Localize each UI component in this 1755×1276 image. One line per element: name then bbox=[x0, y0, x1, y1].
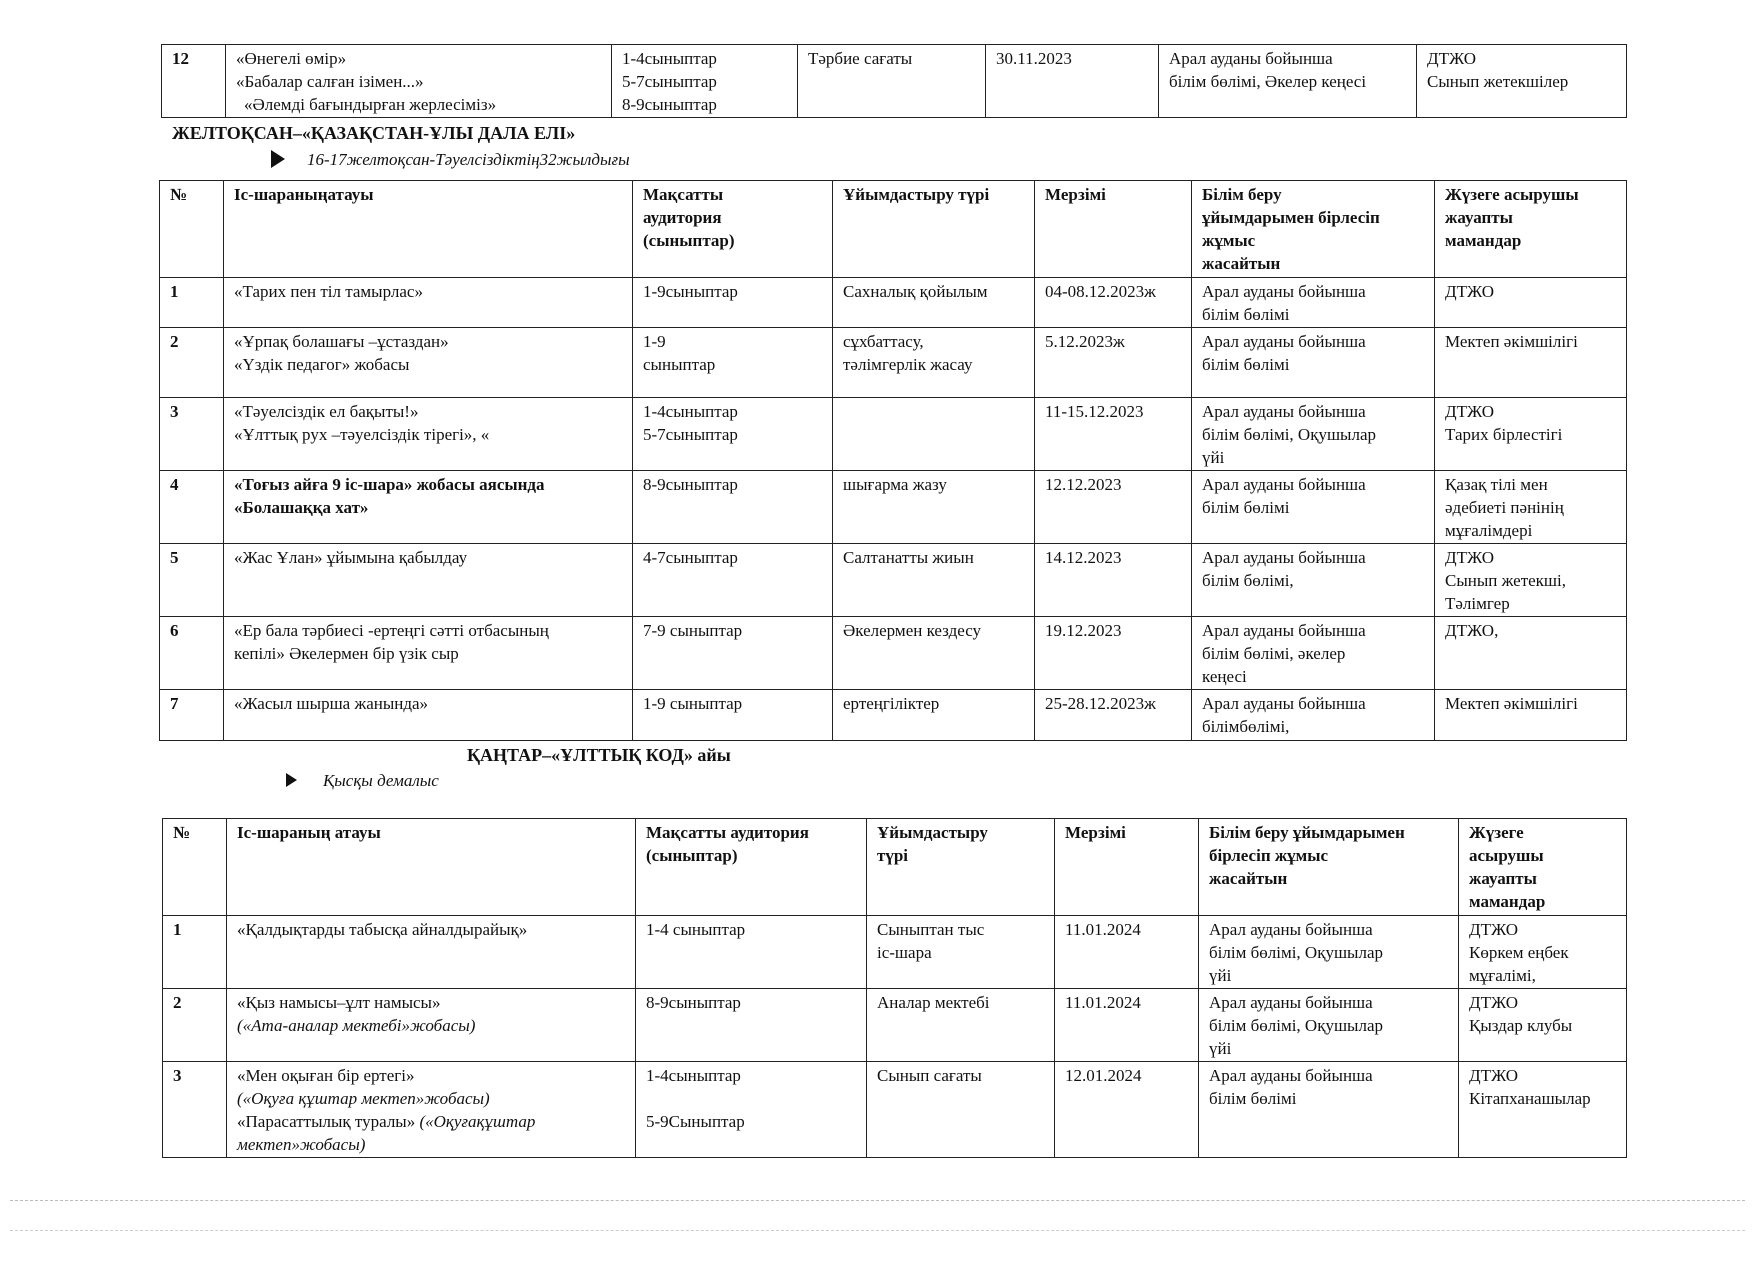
january-table bbox=[162, 818, 1627, 1158]
date-cell: 04-08.12.2023ж bbox=[1035, 278, 1192, 328]
arrow-bullet-icon bbox=[271, 150, 285, 168]
header-num: № bbox=[160, 181, 224, 278]
table-header-row bbox=[163, 819, 1627, 916]
partner-cell: Арал ауданы бойынша білім бөлімі, Әкелер кеңесі bbox=[1159, 45, 1417, 118]
table-row bbox=[163, 989, 1627, 1062]
row-number: 12 bbox=[162, 45, 226, 118]
type-cell: ертеңгіліктер bbox=[833, 690, 1035, 741]
type-cell: шығарма жазу bbox=[833, 471, 1035, 544]
row-number: 3 bbox=[160, 398, 224, 471]
partner-cell: Арал ауданы бойынша білім бөлімі bbox=[1199, 1062, 1459, 1158]
table-row bbox=[163, 916, 1627, 989]
header-responsible: Жүзеге асырушы жауапты мамандар bbox=[1459, 819, 1627, 916]
partner-cell: Арал ауданы бойынша білім бөлімі bbox=[1192, 328, 1435, 398]
type-cell: сұхбаттасу, тәлімгерлік жасау bbox=[833, 328, 1035, 398]
december-table bbox=[159, 180, 1627, 741]
event-name-cell: «Ұрпақ болашағы –ұстаздан» «Үздік педагог» жобасы bbox=[224, 328, 633, 398]
table-row bbox=[160, 278, 1627, 328]
top-table bbox=[161, 44, 1627, 118]
audience-cell: 8-9сыныптар bbox=[636, 989, 867, 1062]
responsible-cell: Қазақ тілі мен әдебиеті пәнінің мұғалімдері bbox=[1435, 471, 1627, 544]
table-row bbox=[160, 328, 1627, 398]
type-cell: Сахналық қойылым bbox=[833, 278, 1035, 328]
partner-cell: Арал ауданы бойынша білім бөлімі, Оқушылар үйі bbox=[1192, 398, 1435, 471]
january-table-body bbox=[163, 916, 1627, 1158]
header-type: Ұйымдастыру түрі bbox=[833, 181, 1035, 278]
header-audience: Мақсатты аудитория (сыныптар) bbox=[633, 181, 833, 278]
responsible-cell: ДТЖО Сынып жетекші, Тәлімгер bbox=[1435, 544, 1627, 617]
audience-cell: 8-9сыныптар bbox=[633, 471, 833, 544]
table-row bbox=[160, 471, 1627, 544]
event-name-cell: «Тәуелсіздік ел бақыты!» «Ұлттық рух –тәуелсіздік тірегі», « bbox=[224, 398, 633, 471]
table-row bbox=[163, 1062, 1627, 1158]
table-row bbox=[160, 544, 1627, 617]
table-row bbox=[160, 398, 1627, 471]
date-cell: 11.01.2024 bbox=[1055, 916, 1199, 989]
partner-cell: Арал ауданы бойынша білімбөлімі, bbox=[1192, 690, 1435, 741]
audience-cell: 1-4сыныптар 5-7сыныптар 8-9сыныптар bbox=[612, 45, 798, 118]
table-header-row bbox=[160, 181, 1627, 278]
event-name-cell: «Қыз намысы–ұлт намысы» («Ата-аналар мектебі»жобасы) bbox=[227, 989, 636, 1062]
audience-cell: 1-4 сыныптар bbox=[636, 916, 867, 989]
partner-cell: Арал ауданы бойынша білім бөлімі bbox=[1192, 471, 1435, 544]
table-row bbox=[160, 690, 1627, 741]
audience-cell: 1-4сыныптар 5-9Сыныптар bbox=[636, 1062, 867, 1158]
event-name-cell: «Жас Ұлан» ұйымына қабылдау bbox=[224, 544, 633, 617]
responsible-cell: Мектеп әкімшілігі bbox=[1435, 690, 1627, 741]
responsible-cell: ДТЖО Көркем еңбек мұғалімі, bbox=[1459, 916, 1627, 989]
december-subheading: 16-17желтоқсан-Тәуелсіздіктің32жылдығы bbox=[271, 150, 630, 170]
audience-cell: 1-9 сыныптар bbox=[633, 690, 833, 741]
responsible-cell: ДТЖО Тарих бірлестігі bbox=[1435, 398, 1627, 471]
type-cell: Сыныптан тыс іс-шара bbox=[867, 916, 1055, 989]
partner-cell: Арал ауданы бойынша білім бөлімі, bbox=[1192, 544, 1435, 617]
date-cell: 19.12.2023 bbox=[1035, 617, 1192, 690]
january-heading: ҚАҢТАР–«ҰЛТТЫҚ КОД» айы bbox=[467, 745, 731, 765]
responsible-cell: ДТЖО bbox=[1435, 278, 1627, 328]
header-num: № bbox=[163, 819, 227, 916]
partner-cell: Арал ауданы бойынша білім бөлімі, әкелер кеңесі bbox=[1192, 617, 1435, 690]
event-name-cell: «Ер бала тәрбиесі -ертеңгі сәтті отбасының кепілі» Әкелермен бір үзік сыр bbox=[224, 617, 633, 690]
date-cell: 12.12.2023 bbox=[1035, 471, 1192, 544]
header-name: Іс-шараныңатауы bbox=[224, 181, 633, 278]
header-audience: Мақсатты аудитория (сыныптар) bbox=[636, 819, 867, 916]
row-number: 2 bbox=[163, 989, 227, 1062]
event-name-cell: «Тарих пен тіл тамырлас» bbox=[224, 278, 633, 328]
type-cell: Сынып сағаты bbox=[867, 1062, 1055, 1158]
row-number: 2 bbox=[160, 328, 224, 398]
row-number: 3 bbox=[163, 1062, 227, 1158]
type-cell: Тәрбие сағаты bbox=[798, 45, 986, 118]
header-responsible: Жүзеге асырушы жауапты мамандар bbox=[1435, 181, 1627, 278]
type-cell bbox=[833, 398, 1035, 471]
event-name-cell: «Өнегелі өмір» «Бабалар салған ізімен...» «Әлемді бағындырған жерлесіміз» bbox=[226, 45, 612, 118]
responsible-cell: Мектеп әкімшілігі bbox=[1435, 328, 1627, 398]
header-name: Іс-шараның атауы bbox=[227, 819, 636, 916]
december-table-body bbox=[160, 278, 1627, 741]
date-cell: 12.01.2024 bbox=[1055, 1062, 1199, 1158]
january-subheading: Қысқы демалыс bbox=[286, 771, 439, 791]
header-date: Мерзімі bbox=[1035, 181, 1192, 278]
responsible-cell: ДТЖО, bbox=[1435, 617, 1627, 690]
header-date: Мерзімі bbox=[1055, 819, 1199, 916]
scan-edge-line bbox=[10, 1230, 1745, 1231]
row-number: 5 bbox=[160, 544, 224, 617]
responsible-cell: ДТЖО Кітапханашылар bbox=[1459, 1062, 1627, 1158]
type-cell: Аналар мектебі bbox=[867, 989, 1055, 1062]
row-number: 6 bbox=[160, 617, 224, 690]
table-row bbox=[160, 617, 1627, 690]
event-name-cell: «Тоғыз айға 9 іс-шара» жобасы аясында «Болашаққа хат» bbox=[224, 471, 633, 544]
event-name-cell: «Мен оқыған бір ертегі» («Оқуға құштар мектеп»жобасы) «Парасаттылық туралы» («Оқуғақұштар мектеп»жобасы) bbox=[227, 1062, 636, 1158]
header-partner: Білім беру ұйымдарымен бірлесіп жұмыс жасайтын bbox=[1192, 181, 1435, 278]
audience-cell: 7-9 сыныптар bbox=[633, 617, 833, 690]
event-name-cell: «Жасыл шырша жанында» bbox=[224, 690, 633, 741]
audience-cell: 1-9 сыныптар bbox=[633, 328, 833, 398]
date-cell: 14.12.2023 bbox=[1035, 544, 1192, 617]
date-cell: 5.12.2023ж bbox=[1035, 328, 1192, 398]
date-cell: 11.01.2024 bbox=[1055, 989, 1199, 1062]
type-cell: Әкелермен кездесу bbox=[833, 617, 1035, 690]
row-number: 7 bbox=[160, 690, 224, 741]
type-cell: Салтанатты жиын bbox=[833, 544, 1035, 617]
date-cell: 25-28.12.2023ж bbox=[1035, 690, 1192, 741]
row-number: 4 bbox=[160, 471, 224, 544]
event-name-cell: «Қалдықтарды табысқа айналдырайық» bbox=[227, 916, 636, 989]
header-partner: Білім беру ұйымдарымен бірлесіп жұмыс жасайтын bbox=[1199, 819, 1459, 916]
audience-cell: 4-7сыныптар bbox=[633, 544, 833, 617]
december-heading: ЖЕЛТОҚСАН–«ҚАЗАҚСТАН-ҰЛЫ ДАЛА ЕЛІ» bbox=[172, 123, 576, 143]
audience-cell: 1-4сыныптар 5-7сыныптар bbox=[633, 398, 833, 471]
date-cell: 11-15.12.2023 bbox=[1035, 398, 1192, 471]
date-cell: 30.11.2023 bbox=[986, 45, 1159, 118]
partner-cell: Арал ауданы бойынша білім бөлімі, Оқушылар үйі bbox=[1199, 916, 1459, 989]
header-type: Ұйымдастыру түрі bbox=[867, 819, 1055, 916]
responsible-cell: ДТЖО Қыздар клубы bbox=[1459, 989, 1627, 1062]
table-row bbox=[162, 45, 1627, 118]
row-number: 1 bbox=[163, 916, 227, 989]
scan-edge-line bbox=[10, 1200, 1745, 1201]
partner-cell: Арал ауданы бойынша білім бөлімі bbox=[1192, 278, 1435, 328]
row-number: 1 bbox=[160, 278, 224, 328]
partner-cell: Арал ауданы бойынша білім бөлімі, Оқушылар үйі bbox=[1199, 989, 1459, 1062]
arrow-bullet-icon bbox=[286, 773, 297, 787]
audience-cell: 1-9сыныптар bbox=[633, 278, 833, 328]
responsible-cell: ДТЖО Сынып жетекшілер bbox=[1417, 45, 1627, 118]
